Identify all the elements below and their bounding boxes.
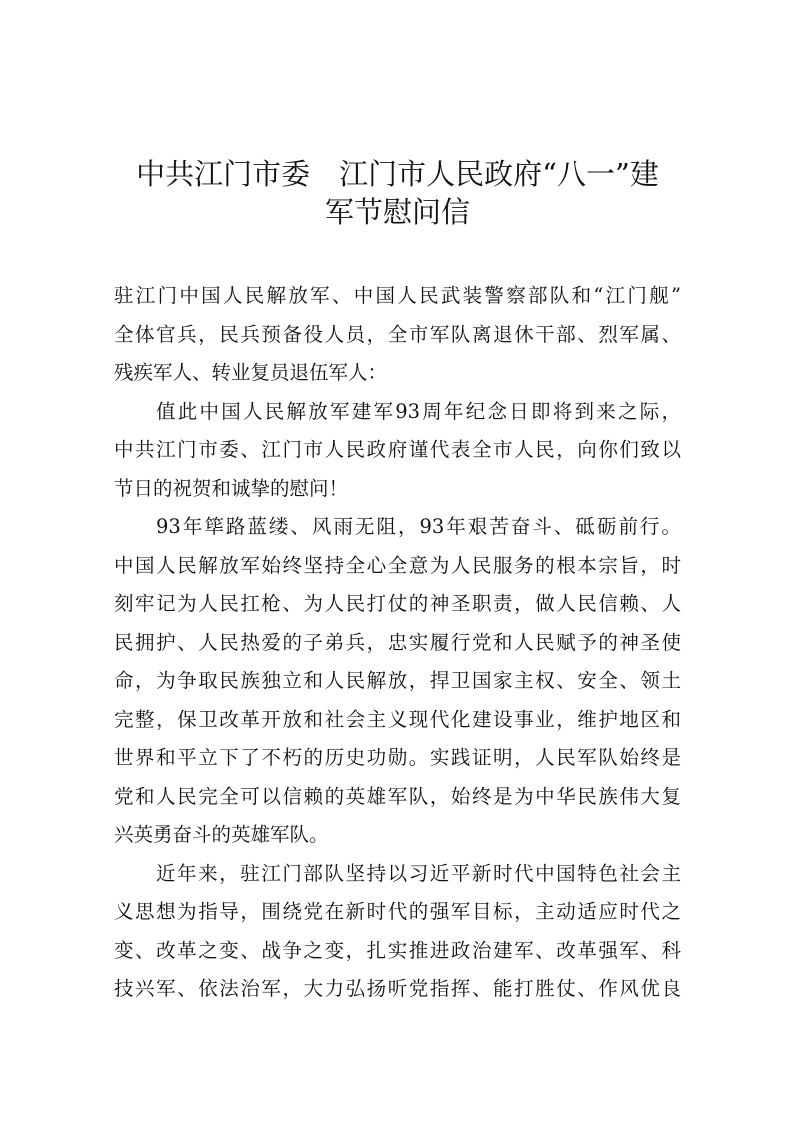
text-line: 节日的祝贺和诚挚的慰问！ [114, 476, 349, 500]
text-line: 中共江门市委、江门市人民政府谨代表全市人民，向你们致以 [114, 438, 681, 461]
paragraph [114, 855, 681, 1009]
text-line: 义思想为指导，围绕党在新时代的强军目标，主动适应时代之 [114, 900, 681, 923]
text-line: 近年来，驻江门部队坚持以习近平新时代中国特色社会主 [156, 861, 681, 885]
text-line: 残疾军人、转业复员退伍军人： [114, 361, 388, 384]
text-line: 兴英勇奋斗的英雄军队。 [114, 823, 329, 846]
text-line: 刻牢记为人民扛枪、为人民打仗的神圣职责，做人民信赖、人 [114, 592, 681, 615]
text-line: 驻江门中国人民解放军、中国人民武装警察部队和“江门舰” [114, 284, 681, 307]
text-line: 中国人民解放军始终坚持全心全意为人民服务的根本宗旨，时 [114, 553, 681, 577]
text-line: 值此中国人民解放军建军93周年纪念日即将到来之际， [156, 399, 681, 423]
title-line: 中共江门市委 江门市人民政府“八一”建 [136, 157, 659, 191]
text-line: 技兴军、依法治军，大力弘扬听党指挥、能打胜仗、作风优良 [114, 977, 681, 1000]
text-line: 命，为争取民族独立和人民解放，捍卫国家主权、安全、领土 [114, 669, 681, 692]
text-line: 93年筚路蓝缕、风雨无阻，93年艰苦奋斗、砥砺前行。 [156, 515, 681, 538]
text-line: 完整，保卫改革开放和社会主义现代化建设事业，维护地区和 [114, 707, 681, 731]
text-line: 党和人民完全可以信赖的英雄军队，始终是为中华民族伟大复 [114, 784, 681, 808]
document-body [114, 277, 681, 1009]
paragraph [114, 277, 681, 393]
text-line: 变、改革之变、战争之变，扎实推进政治建军、改革强军、科 [114, 938, 681, 962]
text-line: 世界和平立下了不朽的历史功勋。实践证明，人民军队始终是 [114, 746, 681, 769]
paragraph [114, 393, 681, 509]
text-line: 民拥护、人民热爱的子弟兵，忠实履行党和人民赋予的神圣使 [114, 630, 681, 654]
paragraph [114, 508, 681, 855]
text-line: 全体官兵，民兵预备役人员，全市军队离退休干部、烈军属、 [114, 322, 681, 346]
title-line: 军节慰问信 [324, 195, 470, 229]
document-title [110, 155, 685, 231]
